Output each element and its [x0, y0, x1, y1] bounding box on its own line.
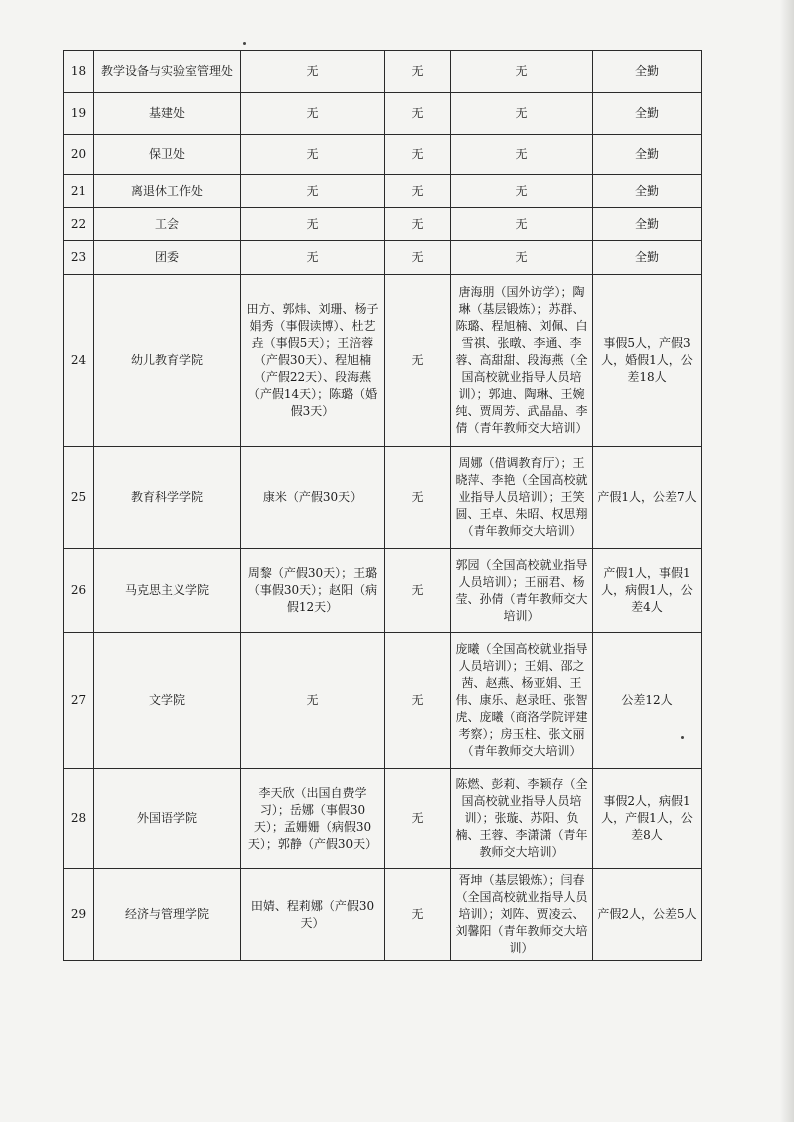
leave-cell: 田方、郭炜、刘珊、杨子娟秀（事假读博）、杜艺垚（事假5天）；王涪蓉（产假30天）、程旭楠（产假22天）、段海燕（产假14天）；陈璐（婚假3天） [241, 275, 385, 447]
summary-cell: 全勤 [593, 135, 702, 175]
row-number: 29 [64, 869, 94, 961]
department-cell: 马克思主义学院 [94, 549, 241, 633]
business-trip-cell: 郭园（全国高校就业指导人员培训）；王丽君、杨莹、孙倩（青年教师交大培训） [451, 549, 593, 633]
business-trip-cell: 无 [451, 135, 593, 175]
business-trip-cell: 唐海朋（国外访学）；陶琳（基层锻炼）；苏群、陈璐、程旭楠、刘佩、白雪祺、张暾、李通、李蓉、高甜甜、段海燕（全国高校就业指导人员培训）；郭迪、陶琳、王婉纯、贾周芳、武晶晶、李倩（青年教师交大培训） [451, 275, 593, 447]
absence-cell: 无 [385, 51, 451, 93]
summary-cell: 全勤 [593, 175, 702, 208]
business-trip-cell: 无 [451, 51, 593, 93]
page-edge-shadow [780, 0, 794, 1122]
department-cell: 外国语学院 [94, 769, 241, 869]
department-cell: 幼儿教育学院 [94, 275, 241, 447]
business-trip-cell: 周娜（借调教育厅）；王晓萍、李艳（全国高校就业指导人员培训）；王笑圆、王卓、朱昭、权思翔（青年教师交大培训） [451, 447, 593, 549]
absence-cell: 无 [385, 275, 451, 447]
table-row [64, 93, 702, 135]
table-row [64, 869, 702, 961]
summary-cell: 产假1人，公差7人 [593, 447, 702, 549]
leave-cell: 无 [241, 241, 385, 275]
row-number: 24 [64, 275, 94, 447]
summary-cell: 事假5人，产假3人，婚假1人，公差18人 [593, 275, 702, 447]
summary-cell: 全勤 [593, 93, 702, 135]
leave-cell: 无 [241, 51, 385, 93]
row-number: 27 [64, 633, 94, 769]
row-number: 22 [64, 208, 94, 241]
summary-cell: 全勤 [593, 51, 702, 93]
row-number: 18 [64, 51, 94, 93]
table-row [64, 208, 702, 241]
leave-cell: 无 [241, 633, 385, 769]
department-cell: 文学院 [94, 633, 241, 769]
leave-cell: 李天欣（出国自费学习）；岳娜（事假30天）；孟姗姗（病假30天）；郭静（产假30天） [241, 769, 385, 869]
business-trip-cell: 无 [451, 93, 593, 135]
summary-cell: 产假2人，公差5人 [593, 869, 702, 961]
department-cell: 经济与管理学院 [94, 869, 241, 961]
absence-cell: 无 [385, 633, 451, 769]
business-trip-cell: 无 [451, 241, 593, 275]
absence-cell: 无 [385, 549, 451, 633]
row-number: 21 [64, 175, 94, 208]
department-cell: 保卫处 [94, 135, 241, 175]
table-row [64, 241, 702, 275]
department-cell: 教学设备与实验室管理处 [94, 51, 241, 93]
row-number: 20 [64, 135, 94, 175]
department-cell: 基建处 [94, 93, 241, 135]
department-cell: 离退休工作处 [94, 175, 241, 208]
row-number: 23 [64, 241, 94, 275]
department-cell: 团委 [94, 241, 241, 275]
summary-cell: 产假1人，事假1人，病假1人，公差4人 [593, 549, 702, 633]
leave-cell: 田婧、程莉娜（产假30天） [241, 869, 385, 961]
leave-cell: 无 [241, 93, 385, 135]
absence-cell: 无 [385, 175, 451, 208]
summary-cell: 全勤 [593, 208, 702, 241]
business-trip-cell: 无 [451, 175, 593, 208]
table-row [64, 175, 702, 208]
absence-cell: 无 [385, 93, 451, 135]
table-row [64, 51, 702, 93]
table-row [64, 447, 702, 549]
row-number: 25 [64, 447, 94, 549]
table-row [64, 135, 702, 175]
department-cell: 教育科学学院 [94, 447, 241, 549]
leave-cell: 康米（产假30天） [241, 447, 385, 549]
row-number: 26 [64, 549, 94, 633]
summary-cell: 事假2人，病假1人，产假1人，公差8人 [593, 769, 702, 869]
absence-cell: 无 [385, 447, 451, 549]
table-row [64, 769, 702, 869]
attendance-table-body [64, 51, 702, 961]
table-row [64, 633, 702, 769]
business-trip-cell: 庞曦（全国高校就业指导人员培训）；王娟、邵之茜、赵燕、杨亚娟、王伟、康乐、赵录旺、张智虎、庞曦（商洛学院评建考察）；房玉柱、张文丽（青年教师交大培训） [451, 633, 593, 769]
row-number: 28 [64, 769, 94, 869]
business-trip-cell: 胥坤（基层锻炼）；闫春（全国高校就业指导人员培训）；刘阵、贾凌云、刘馨阳（青年教师交大培训） [451, 869, 593, 961]
scan-speck [243, 42, 246, 45]
attendance-table [63, 50, 702, 961]
leave-cell: 无 [241, 135, 385, 175]
row-number: 19 [64, 93, 94, 135]
summary-cell: 全勤 [593, 241, 702, 275]
department-cell: 工会 [94, 208, 241, 241]
absence-cell: 无 [385, 135, 451, 175]
business-trip-cell: 无 [451, 208, 593, 241]
leave-cell: 周黎（产假30天）；王璐（事假30天）；赵阳（病假12天） [241, 549, 385, 633]
leave-cell: 无 [241, 208, 385, 241]
leave-cell: 无 [241, 175, 385, 208]
absence-cell: 无 [385, 769, 451, 869]
table-row [64, 549, 702, 633]
absence-cell: 无 [385, 869, 451, 961]
table-row [64, 275, 702, 447]
summary-cell: 公差12人 [593, 633, 702, 769]
absence-cell: 无 [385, 208, 451, 241]
business-trip-cell: 陈燃、彭莉、李颖存（全国高校就业指导人员培训）；张璇、苏阳、负楠、王蓉、李潇潇（青年教师交大培训） [451, 769, 593, 869]
absence-cell: 无 [385, 241, 451, 275]
